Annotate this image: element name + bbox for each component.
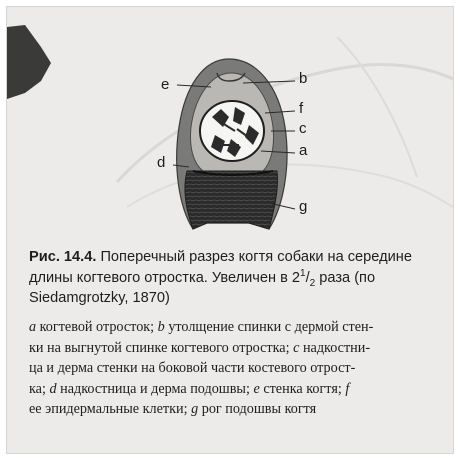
- figure-label-c: c: [299, 120, 307, 137]
- legend-key-a: a: [29, 319, 37, 335]
- legend-text: ее эпидермальные клетки;: [29, 401, 192, 418]
- legend-line-1: [29, 317, 447, 338]
- caption-fig-number: Рис. 14.4.: [29, 249, 97, 265]
- caption-line-2-text-b: раза (по: [315, 269, 376, 286]
- caption-line-2: [29, 268, 445, 289]
- caption-line-1: [29, 247, 445, 268]
- caption-line-1-text: Поперечный разрез когтя собаки на середине: [96, 249, 412, 265]
- page-photo: [6, 6, 454, 454]
- legend-key-c: c: [293, 339, 300, 356]
- legend-key-g: g: [191, 401, 199, 418]
- legend-text: когтевой отросток;: [36, 319, 158, 335]
- claw-cross-section-figure: [7, 7, 453, 247]
- figure-label-g: g: [299, 198, 308, 215]
- legend-text: рог подошвы когтя: [198, 401, 317, 418]
- legend-text: ки на выгнутой спинке когтевого отростка;: [29, 339, 294, 356]
- legend-key-b: b: [157, 319, 165, 335]
- figure-label-b: b: [299, 70, 308, 87]
- figure-label-e: e: [161, 76, 170, 93]
- caption-fraction-denominator: 2: [309, 277, 316, 289]
- legend-text: утолщение спинки с дермой стен-: [164, 319, 374, 335]
- legend-line-2: [29, 338, 447, 359]
- legend-text: надкостни-: [299, 339, 371, 356]
- legend-text: ка;: [29, 380, 50, 397]
- caption-line-2-text-a: длины когтевого отростка. Увеличен в 2: [29, 269, 301, 286]
- legend-key-d: d: [49, 380, 57, 397]
- legend-line-5: [29, 399, 447, 420]
- figure-label-f: f: [299, 100, 304, 117]
- caption-fraction-slash: /: [305, 269, 310, 286]
- legend-text: стенка когтя;: [259, 380, 346, 397]
- legend-key-f: f: [345, 380, 350, 397]
- legend-line-4: [29, 379, 447, 400]
- legend-line-3: ца и дерма стенки на боковой части костевого отрост-: [29, 360, 356, 377]
- legend-text: надкостница и дерма подошвы;: [56, 380, 254, 397]
- figure-legend: [29, 317, 447, 420]
- figure-caption: [29, 247, 445, 309]
- figure-label-a: a: [299, 142, 308, 159]
- claw-process-bone: [200, 101, 264, 161]
- caption-line-3: Siedamgrotzky, 1870): [29, 290, 170, 306]
- legend-key-e: e: [253, 380, 260, 397]
- figure-label-d: d: [157, 154, 166, 171]
- sole-horn: [185, 171, 278, 229]
- caption-fraction-numerator: 1: [300, 267, 306, 279]
